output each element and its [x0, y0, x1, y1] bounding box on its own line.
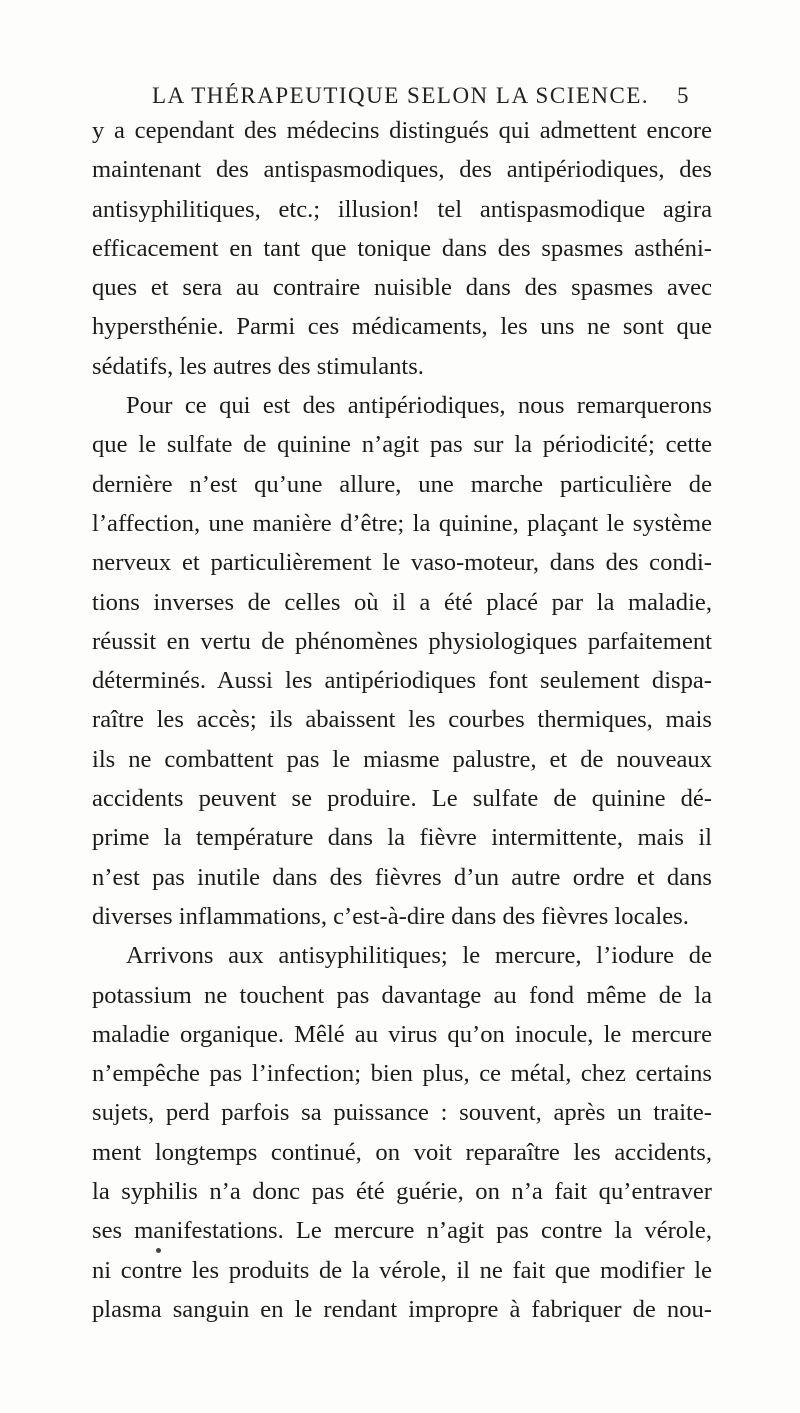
ink-speck: [156, 1248, 161, 1253]
text-line: sédatifs, les autres des stimulants.: [92, 352, 424, 380]
running-head: [152, 83, 690, 113]
text-line: antisyphilitiques, etc.; illusion! tel antispasmodique agira: [92, 195, 712, 223]
text-line: sujets, perd parfois sa puissance : souvent, après un traite-: [92, 1099, 712, 1127]
text-line: réussit en vertu de phénomènes physiologiques parfaitement: [92, 627, 712, 655]
body-text: [92, 111, 712, 1329]
text-line: potassium ne touchent pas davantage au fond même de la: [92, 981, 712, 1009]
text-line: ni contre les produits de la vérole, il ne fait que modifier le: [92, 1256, 712, 1284]
text-line: la syphilis n’a donc pas été guérie, on n’a fait qu’entraver: [92, 1178, 712, 1206]
text-line: plasma sanguin en le rendant impropre à fabriquer de nou-: [92, 1295, 712, 1323]
running-title: LA THÉRAPEUTIQUE SELON LA SCIENCE.: [152, 83, 650, 108]
text-line: ques et sera au contraire nuisible dans des spasmes avec: [92, 274, 712, 302]
page-number: 5: [677, 83, 690, 108]
text-line: n’est pas inutile dans des fièvres d’un autre ordre et dans: [92, 863, 712, 891]
text-line: que le sulfate de quinine n’agit pas sur la périodicité; cette: [92, 431, 712, 459]
text-line: nerveux et particulièrement le vaso-moteur, dans des condi-: [92, 549, 712, 577]
paragraph-start-line: Arrivons aux antisyphilitiques; le mercure, l’iodure de: [126, 942, 712, 970]
text-line: maintenant des antispasmodiques, des antipériodiques, des: [92, 156, 712, 184]
text-line: accidents peuvent se produire. Le sulfate de quinine dé-: [92, 785, 712, 813]
text-line: raître les accès; ils abaissent les courbes thermiques, mais: [92, 706, 712, 734]
text-line: ment longtemps continué, on voit reparaître les accidents,: [92, 1138, 712, 1166]
text-line: l’affection, une manière d’être; la quinine, plaçant le système: [92, 509, 712, 537]
paragraph-start-line: Pour ce qui est des antipériodiques, nous remarquerons: [126, 392, 712, 420]
text-line: dernière n’est qu’une allure, une marche particulière de: [92, 470, 712, 498]
text-line: y a cependant des médecins distingués qui admettent encore: [92, 117, 712, 144]
text-line: diverses inflammations, c’est-à-dire dans des fièvres locales.: [92, 902, 689, 930]
text-line: hypersthénie. Parmi ces médicaments, les uns ne sont que: [92, 313, 712, 341]
text-line: déterminés. Aussi les antipériodiques font seulement dispa-: [92, 667, 712, 695]
text-line: efficacement en tant que tonique dans des spasmes asthéni-: [92, 234, 712, 262]
text-line: ils ne combattent pas le miasme palustre, et de nouveaux: [92, 745, 712, 773]
text-line: tions inverses de celles où il a été placé par la maladie,: [92, 588, 712, 616]
text-line: n’empêche pas l’infection; bien plus, ce métal, chez certains: [92, 1060, 712, 1088]
text-line: maladie organique. Mêlé au virus qu’on inocule, le mercure: [92, 1020, 712, 1048]
text-line: prime la température dans la fièvre intermittente, mais il: [92, 824, 712, 852]
text-line: ses manifestations. Le mercure n’agit pas contre la vérole,: [92, 1217, 712, 1245]
